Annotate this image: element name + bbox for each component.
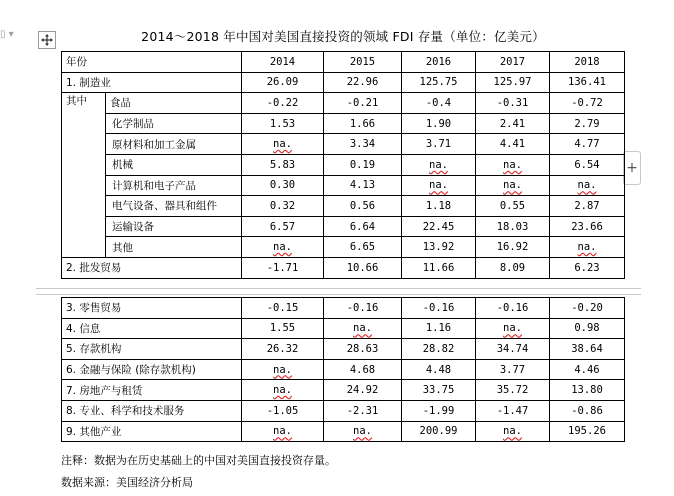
- value-cell: -0.72: [550, 93, 625, 114]
- value-cell: -0.16: [476, 298, 550, 319]
- value-cell: 0.98: [550, 318, 625, 339]
- table-note: 注释：数据为在历史基础上的中国对美国直接投资存量。: [61, 454, 336, 467]
- value-cell: na.: [242, 421, 324, 442]
- table-row: [62, 380, 625, 401]
- row-label: 2. 批发贸易: [62, 257, 242, 278]
- value-cell: 6.65: [324, 237, 402, 258]
- value-cell: na.: [242, 237, 324, 258]
- value-cell: na.: [242, 380, 324, 401]
- row-label: 6. 金融与保险 (除存款机构): [62, 359, 242, 380]
- table-row: [62, 154, 625, 175]
- table-row: [62, 339, 625, 360]
- value-cell: na.: [476, 421, 550, 442]
- header-year: 2015: [324, 52, 402, 73]
- value-cell: 0.30: [242, 175, 324, 196]
- header-year: 2016: [402, 52, 476, 73]
- value-cell: -0.4: [402, 93, 476, 114]
- value-cell: 6.54: [550, 154, 625, 175]
- fdi-table-top: [61, 51, 625, 279]
- header-row: [62, 52, 625, 73]
- value-cell: 8.09: [476, 257, 550, 278]
- value-cell: 18.03: [476, 216, 550, 237]
- value-cell: 22.96: [324, 72, 402, 93]
- table-row: [62, 257, 625, 278]
- value-cell: 13.80: [550, 380, 625, 401]
- value-cell: 6.23: [550, 257, 625, 278]
- value-cell: na.: [550, 175, 625, 196]
- value-cell: 4.77: [550, 134, 625, 155]
- value-cell: 0.55: [476, 196, 550, 217]
- value-cell: na.: [242, 134, 324, 155]
- value-cell: 4.46: [550, 359, 625, 380]
- paragraph-menu-icon[interactable]: ▯ ▾: [0, 29, 14, 40]
- row-label: 电气设备、器具和组件: [106, 196, 242, 217]
- header-year-label: 年份: [62, 52, 242, 73]
- value-cell: -0.22: [242, 93, 324, 114]
- value-cell: 1.16: [402, 318, 476, 339]
- value-cell: 136.41: [550, 72, 625, 93]
- value-cell: 13.92: [402, 237, 476, 258]
- data-source: 数据来源：美国经济分析局: [61, 476, 193, 489]
- value-cell: 10.66: [324, 257, 402, 278]
- value-cell: -0.21: [324, 93, 402, 114]
- table-row: [62, 216, 625, 237]
- value-cell: 125.75: [402, 72, 476, 93]
- table-row: [62, 134, 625, 155]
- value-cell: -0.15: [242, 298, 324, 319]
- value-cell: -0.20: [550, 298, 625, 319]
- row-label: 7. 房地产与租赁: [62, 380, 242, 401]
- value-cell: 11.66: [402, 257, 476, 278]
- value-cell: na.: [550, 237, 625, 258]
- value-cell: 1.66: [324, 113, 402, 134]
- value-cell: -0.86: [550, 400, 625, 421]
- row-label: 1. 制造业: [62, 72, 242, 93]
- table-row: [62, 72, 625, 93]
- value-cell: 0.19: [324, 154, 402, 175]
- value-cell: 1.55: [242, 318, 324, 339]
- value-cell: -0.16: [402, 298, 476, 319]
- value-cell: 3.77: [476, 359, 550, 380]
- value-cell: 35.72: [476, 380, 550, 401]
- header-year: 2017: [476, 52, 550, 73]
- value-cell: 1.53: [242, 113, 324, 134]
- value-cell: na.: [476, 318, 550, 339]
- row-label: 机械: [106, 154, 242, 175]
- table-row: [62, 237, 625, 258]
- row-label: 化学制品: [106, 113, 242, 134]
- value-cell: 34.74: [476, 339, 550, 360]
- row-label: 其他: [106, 237, 242, 258]
- row-label: 运输设备: [106, 216, 242, 237]
- value-cell: na.: [324, 421, 402, 442]
- fdi-table-bottom: [61, 297, 625, 442]
- value-cell: 26.32: [242, 339, 324, 360]
- table-row: [62, 93, 625, 114]
- value-cell: 200.99: [402, 421, 476, 442]
- value-cell: -1.47: [476, 400, 550, 421]
- value-cell: 4.68: [324, 359, 402, 380]
- value-cell: 33.75: [402, 380, 476, 401]
- value-cell: 6.64: [324, 216, 402, 237]
- value-cell: -2.31: [324, 400, 402, 421]
- table-row: [62, 400, 625, 421]
- header-year: 2014: [242, 52, 324, 73]
- value-cell: na.: [476, 175, 550, 196]
- row-label: 计算机和电子产品: [106, 175, 242, 196]
- value-cell: 1.90: [402, 113, 476, 134]
- value-cell: 125.97: [476, 72, 550, 93]
- value-cell: 28.63: [324, 339, 402, 360]
- row-label: 8. 专业、科学和技术服务: [62, 400, 242, 421]
- value-cell: 26.09: [242, 72, 324, 93]
- table-move-handle[interactable]: [38, 31, 56, 49]
- plus-icon: +: [626, 160, 638, 176]
- value-cell: -0.16: [324, 298, 402, 319]
- value-cell: 6.57: [242, 216, 324, 237]
- value-cell: 4.48: [402, 359, 476, 380]
- row-label: 3. 零售贸易: [62, 298, 242, 319]
- value-cell: -1.71: [242, 257, 324, 278]
- value-cell: 1.18: [402, 196, 476, 217]
- table-row: [62, 359, 625, 380]
- table-row: [62, 421, 625, 442]
- value-cell: 2.41: [476, 113, 550, 134]
- value-cell: 5.83: [242, 154, 324, 175]
- value-cell: -1.05: [242, 400, 324, 421]
- value-cell: -1.99: [402, 400, 476, 421]
- row-group-label: 其中: [62, 93, 106, 258]
- move-icon: [40, 33, 54, 47]
- header-year: 2018: [550, 52, 625, 73]
- value-cell: 0.32: [242, 196, 324, 217]
- value-cell: 22.45: [402, 216, 476, 237]
- table-title: 2014～2018 年中国对美国直接投资的领域 FDI 存量（单位：亿美元）: [141, 29, 545, 44]
- value-cell: 23.66: [550, 216, 625, 237]
- table-row: [62, 298, 625, 319]
- value-cell: 16.92: [476, 237, 550, 258]
- value-cell: 195.26: [550, 421, 625, 442]
- value-cell: na.: [476, 154, 550, 175]
- value-cell: 3.71: [402, 134, 476, 155]
- value-cell: 4.13: [324, 175, 402, 196]
- add-column-button[interactable]: [623, 151, 641, 185]
- value-cell: 3.34: [324, 134, 402, 155]
- value-cell: na.: [324, 318, 402, 339]
- value-cell: na.: [402, 154, 476, 175]
- value-cell: 2.79: [550, 113, 625, 134]
- row-label: 9. 其他产业: [62, 421, 242, 442]
- value-cell: 0.56: [324, 196, 402, 217]
- table-row: [62, 196, 625, 217]
- table-row: [62, 113, 625, 134]
- value-cell: 4.41: [476, 134, 550, 155]
- value-cell: 2.87: [550, 196, 625, 217]
- value-cell: 24.92: [324, 380, 402, 401]
- row-label: 食品: [106, 93, 242, 114]
- row-label: 原材料和加工金属: [106, 134, 242, 155]
- value-cell: 28.82: [402, 339, 476, 360]
- page-break-line: [36, 288, 641, 289]
- row-label: 5. 存款机构: [62, 339, 242, 360]
- value-cell: na.: [242, 359, 324, 380]
- table-row: [62, 175, 625, 196]
- row-label: 4. 信息: [62, 318, 242, 339]
- value-cell: 38.64: [550, 339, 625, 360]
- table-row: [62, 318, 625, 339]
- page-break-line: [36, 294, 641, 295]
- value-cell: -0.31: [476, 93, 550, 114]
- value-cell: na.: [402, 175, 476, 196]
